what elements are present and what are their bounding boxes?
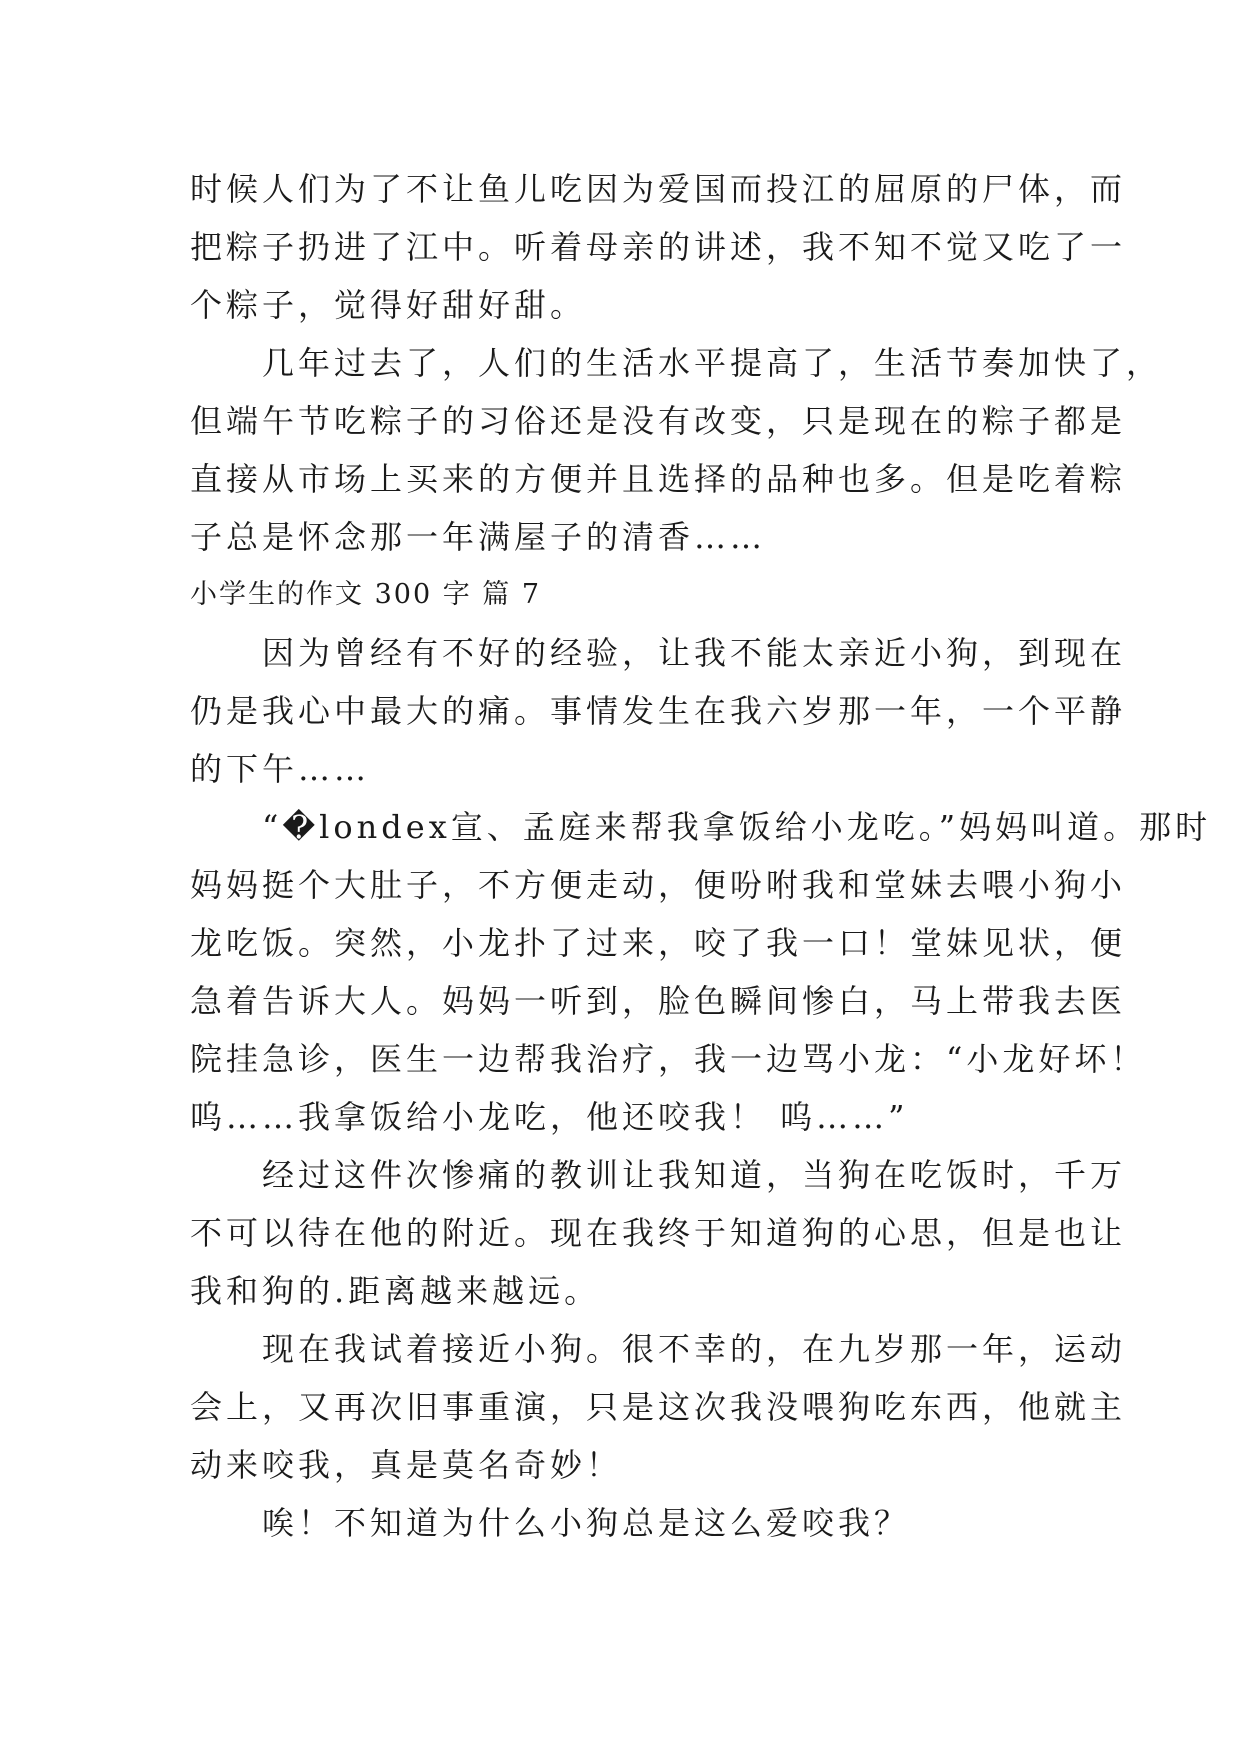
section-heading: 小学生的作文 300 字 篇 7 [190, 579, 542, 610]
text-line: 把粽子扔进了江中。听着母亲的讲述，我不知不觉又吃了一 [190, 228, 1127, 266]
text-line: 动来咬我，真是莫名奇妙！ [190, 1446, 623, 1484]
text-line: 不可以待在他的附近。现在我终于知道狗的心思，但是也让 [190, 1214, 1127, 1252]
text-line: 现在我试着接近小狗。很不幸的，在九岁那一年，运动 [190, 1330, 1127, 1368]
document-body [190, 160, 1212, 1552]
text-line: 妈妈挺个大肚子，不方便走动，便吩咐我和堂妹去喂小狗小 [190, 866, 1127, 904]
text-line: “�londex宣、孟庭来帮我拿饭给小龙吃。”妈妈叫道。那时 [190, 808, 1212, 846]
paragraph [190, 798, 1212, 1146]
paragraph [190, 1494, 1060, 1552]
text-line: 个粽子，觉得好甜好甜。 [190, 286, 587, 324]
text-line: 唉！不知道为什么小狗总是这么爱咬我？ [190, 1504, 911, 1542]
text-line: 直接从市场上买来的方便并且选择的品种也多。但是吃着粽 [190, 460, 1127, 498]
text-line: 仍是我心中最大的痛。事情发生在我六岁那一年，一个平静 [190, 692, 1127, 730]
text-line: 院挂急诊，医生一边帮我治疗，我一边骂小龙：“小龙好坏！ [190, 1040, 1147, 1078]
paragraph [190, 624, 1127, 798]
text-line: 但端午节吃粽子的习俗还是没有改变，只是现在的粽子都是 [190, 402, 1127, 440]
text-line: 子总是怀念那一年满屋子的清香…… [190, 518, 767, 556]
text-line: 龙吃饭。突然，小龙扑了过来，咬了我一口！堂妹见状，便 [190, 924, 1127, 962]
text-line: 经过这件次惨痛的教训让我知道，当狗在吃饭时，千万 [190, 1156, 1127, 1194]
text-line: 的下午…… [190, 750, 371, 788]
text-line: 因为曾经有不好的经验，让我不能太亲近小狗，到现在 [190, 634, 1127, 672]
paragraph [190, 1320, 1127, 1494]
paragraph [190, 160, 1127, 334]
text-line: 会上，又再次旧事重演，只是这次我没喂狗吃东西，他就主 [190, 1388, 1127, 1426]
paragraph [190, 1146, 1127, 1320]
text-line: 我和狗的.距离越来越远。 [190, 1272, 601, 1310]
paragraph [190, 334, 1163, 566]
text-line: 时候人们为了不让鱼儿吃因为爱国而投江的屈原的尸体，而 [190, 170, 1127, 208]
text-line: 呜……我拿饭给小龙吃，他还咬我！ 呜……” [190, 1098, 909, 1136]
text-line: 急着告诉大人。妈妈一听到，脸色瞬间惨白，马上带我去医 [190, 982, 1127, 1020]
text-line: 几年过去了，人们的生活水平提高了，生活节奏加快了， [190, 344, 1163, 382]
